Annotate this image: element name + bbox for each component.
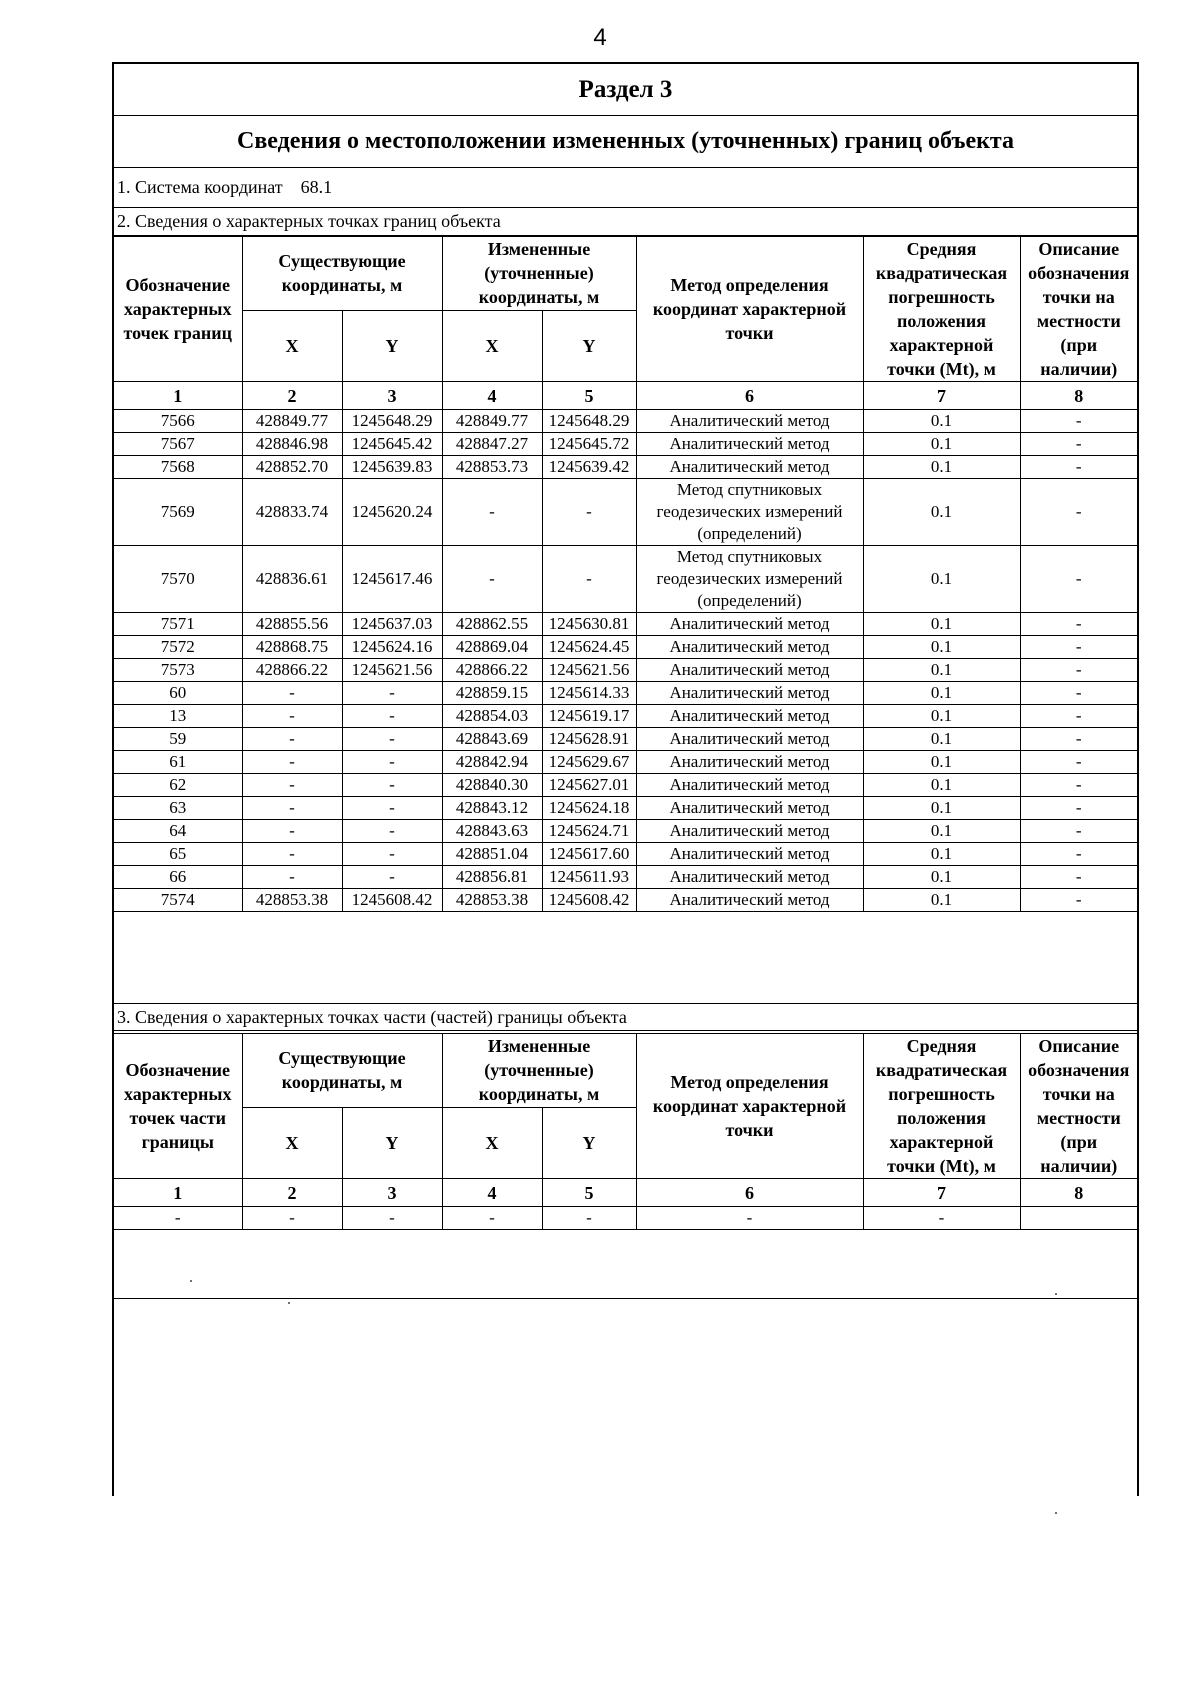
table-cell: 1245617.46 xyxy=(342,546,442,613)
header-designation: Обозначение характерных точек части границы xyxy=(114,1034,242,1179)
table-cell: 7572 xyxy=(114,636,242,659)
table-cell: 61 xyxy=(114,751,242,774)
header-description: Описание обозначения точки на местности (при наличии) xyxy=(1020,237,1137,382)
table-cell: 7567 xyxy=(114,433,242,456)
table-cell: - xyxy=(1020,751,1137,774)
header-existing-x: X xyxy=(242,1107,342,1179)
table-cell: - xyxy=(342,774,442,797)
column-number: 8 xyxy=(1020,382,1137,410)
column-number: 8 xyxy=(1020,1179,1137,1207)
table-cell: 428866.22 xyxy=(442,659,542,682)
table-cell: 1245614.33 xyxy=(542,682,636,705)
header-existing-coordinates: Существующие координаты, м xyxy=(242,237,442,311)
table-cell: - xyxy=(1020,682,1137,705)
table-row xyxy=(114,410,1137,433)
table-cell: 428862.55 xyxy=(442,613,542,636)
table-cell: Аналитический метод xyxy=(636,774,863,797)
column-number-row xyxy=(114,382,1137,410)
table-cell: 0.1 xyxy=(863,820,1020,843)
table-cell: - xyxy=(442,1207,542,1230)
table-cell: 0.1 xyxy=(863,659,1020,682)
table-cell: Аналитический метод xyxy=(636,433,863,456)
header-error: Средняя квадратическая погрешность положения характерной точки (Mt), м xyxy=(863,237,1020,382)
table-cell: 0.1 xyxy=(863,774,1020,797)
header-error: Средняя квадратическая погрешность положения характерной точки (Mt), м xyxy=(863,1034,1020,1179)
table-cell: 428842.94 xyxy=(442,751,542,774)
table-cell: 7574 xyxy=(114,889,242,912)
table-cell: Аналитический метод xyxy=(636,843,863,866)
table-cell: Аналитический метод xyxy=(636,820,863,843)
table-cell: - xyxy=(342,797,442,820)
table-cell: - xyxy=(242,774,342,797)
header-changed-y: Y xyxy=(542,1107,636,1179)
table-cell: 0.1 xyxy=(863,410,1020,433)
table-row xyxy=(114,843,1137,866)
table-cell: - xyxy=(242,866,342,889)
table1-heading: 2. Сведения о характерных точках границ объекта xyxy=(114,208,1137,236)
table-cell: 0.1 xyxy=(863,433,1020,456)
header-changed-x: X xyxy=(442,310,542,382)
table-cell: - xyxy=(1020,889,1137,912)
table-cell: - xyxy=(1020,797,1137,820)
table-cell: - xyxy=(242,1207,342,1230)
table-cell: Аналитический метод xyxy=(636,636,863,659)
table-cell: - xyxy=(542,479,636,546)
table-cell: 1245627.01 xyxy=(542,774,636,797)
table-row xyxy=(114,479,1137,546)
column-number: 7 xyxy=(863,382,1020,410)
table-cell: 1245621.56 xyxy=(542,659,636,682)
table-cell: 0.1 xyxy=(863,546,1020,613)
table-cell: 0.1 xyxy=(863,866,1020,889)
table-cell: 1245628.91 xyxy=(542,728,636,751)
section-subtitle: Сведения о местоположении измененных (уточненных) границ объекта xyxy=(114,116,1137,168)
table-cell: Аналитический метод xyxy=(636,659,863,682)
header-changed-y: Y xyxy=(542,310,636,382)
table-cell: 60 xyxy=(114,682,242,705)
table-cell: Аналитический метод xyxy=(636,866,863,889)
table-cell: 428849.77 xyxy=(442,410,542,433)
table-cell: - xyxy=(542,1207,636,1230)
column-number: 3 xyxy=(342,1179,442,1207)
table-cell: 63 xyxy=(114,797,242,820)
table-cell: 1245619.17 xyxy=(542,705,636,728)
table-cell: 1245620.24 xyxy=(342,479,442,546)
table-row xyxy=(114,636,1137,659)
table-cell: 0.1 xyxy=(863,636,1020,659)
table-row xyxy=(114,433,1137,456)
table-cell: Метод спутниковых геодезических измерений (определений) xyxy=(636,546,863,613)
header-existing-y: Y xyxy=(342,1107,442,1179)
table-cell: - xyxy=(1020,659,1137,682)
table-cell: - xyxy=(342,820,442,843)
table-row xyxy=(114,751,1137,774)
scan-speck xyxy=(288,1302,290,1304)
table-cell: 1245624.16 xyxy=(342,636,442,659)
boundary-points-table xyxy=(114,236,1137,912)
header-changed-coordinates: Измененные (уточненные) координаты, м xyxy=(442,237,636,311)
table-cell: Аналитический метод xyxy=(636,751,863,774)
column-number: 5 xyxy=(542,382,636,410)
table-cell: 428853.38 xyxy=(442,889,542,912)
scan-speck xyxy=(1055,1512,1057,1514)
header-changed-coordinates: Измененные (уточненные) координаты, м xyxy=(442,1034,636,1108)
table-cell: 0.1 xyxy=(863,843,1020,866)
page-number: 4 xyxy=(593,24,607,51)
column-number-row xyxy=(114,1179,1137,1207)
table-cell: 428846.98 xyxy=(242,433,342,456)
table-cell: - xyxy=(114,1207,242,1230)
table-cell: - xyxy=(1020,843,1137,866)
table-cell: - xyxy=(242,820,342,843)
table-cell: 1245637.03 xyxy=(342,613,442,636)
table-cell: - xyxy=(1020,820,1137,843)
table-cell: - xyxy=(342,728,442,751)
table2-heading: 3. Сведения о характерных точках части (частей) границы объекта xyxy=(114,1003,1137,1031)
header-method: Метод определения координат характерной точки xyxy=(636,237,863,382)
table-cell: 0.1 xyxy=(863,889,1020,912)
table-cell: 1245639.83 xyxy=(342,456,442,479)
table-cell: 62 xyxy=(114,774,242,797)
column-number: 3 xyxy=(342,382,442,410)
table-cell: - xyxy=(342,866,442,889)
table-cell: 0.1 xyxy=(863,705,1020,728)
table-cell: - xyxy=(342,705,442,728)
column-number: 1 xyxy=(114,382,242,410)
table-cell: Аналитический метод xyxy=(636,456,863,479)
header-existing-coordinates: Существующие координаты, м xyxy=(242,1034,442,1108)
table-cell: - xyxy=(442,479,542,546)
table-row xyxy=(114,682,1137,705)
column-number: 6 xyxy=(636,1179,863,1207)
table-cell: - xyxy=(1020,705,1137,728)
table-cell: 428849.77 xyxy=(242,410,342,433)
header-existing-x: X xyxy=(242,310,342,382)
table-cell: - xyxy=(342,751,442,774)
table-cell: 1245645.42 xyxy=(342,433,442,456)
table-cell: 13 xyxy=(114,705,242,728)
table-cell: 1245624.71 xyxy=(542,820,636,843)
table-cell: Аналитический метод xyxy=(636,682,863,705)
header-description: Описание обозначения точки на местности (при наличии) xyxy=(1020,1034,1137,1179)
header-designation: Обозначение характерных точек границ xyxy=(114,237,242,382)
table-row xyxy=(114,546,1137,613)
table-cell: 7566 xyxy=(114,410,242,433)
table-cell: 428843.69 xyxy=(442,728,542,751)
table-cell: - xyxy=(1020,613,1137,636)
column-number: 2 xyxy=(242,1179,342,1207)
table-cell: - xyxy=(1020,456,1137,479)
table-cell: 428859.15 xyxy=(442,682,542,705)
column-number: 4 xyxy=(442,382,542,410)
coordinate-system-label: 1. Система координат xyxy=(117,177,283,197)
table-cell: Аналитический метод xyxy=(636,728,863,751)
table-cell: 1245621.56 xyxy=(342,659,442,682)
column-number: 5 xyxy=(542,1179,636,1207)
table-cell: 1245608.42 xyxy=(542,889,636,912)
table-cell: 0.1 xyxy=(863,728,1020,751)
table-cell: 428853.73 xyxy=(442,456,542,479)
header-existing-y: Y xyxy=(342,310,442,382)
table-cell: 428868.75 xyxy=(242,636,342,659)
table-row xyxy=(114,866,1137,889)
scan-speck xyxy=(1055,1293,1057,1295)
header-method: Метод определения координат характерной точки xyxy=(636,1034,863,1179)
table-row xyxy=(114,1207,1137,1230)
table-cell: 7569 xyxy=(114,479,242,546)
table-cell: 64 xyxy=(114,820,242,843)
table-cell: - xyxy=(242,728,342,751)
table-cell: - xyxy=(342,1207,442,1230)
header-changed-x: X xyxy=(442,1107,542,1179)
table-cell: 0.1 xyxy=(863,751,1020,774)
column-number: 4 xyxy=(442,1179,542,1207)
table-cell: 65 xyxy=(114,843,242,866)
part-boundary-points-table xyxy=(114,1033,1137,1230)
table-cell: - xyxy=(1020,774,1137,797)
table-cell: - xyxy=(442,546,542,613)
table-cell: Аналитический метод xyxy=(636,797,863,820)
table-cell: 428852.70 xyxy=(242,456,342,479)
table-cell: 428853.38 xyxy=(242,889,342,912)
table-cell: 0.1 xyxy=(863,479,1020,546)
table-cell: 0.1 xyxy=(863,456,1020,479)
table-cell: - xyxy=(1020,433,1137,456)
table-cell: 428847.27 xyxy=(442,433,542,456)
column-number: 2 xyxy=(242,382,342,410)
table-cell: - xyxy=(342,682,442,705)
table-cell: 428843.12 xyxy=(442,797,542,820)
table-row xyxy=(114,705,1137,728)
table-cell: - xyxy=(242,682,342,705)
table-cell: 428836.61 xyxy=(242,546,342,613)
table-cell: 428833.74 xyxy=(242,479,342,546)
table-cell: Аналитический метод xyxy=(636,613,863,636)
table-cell: 1245648.29 xyxy=(342,410,442,433)
column-number: 1 xyxy=(114,1179,242,1207)
table-cell xyxy=(1020,1207,1137,1230)
section-title: Раздел 3 xyxy=(114,64,1137,116)
table-cell: 59 xyxy=(114,728,242,751)
table-cell: 1245624.45 xyxy=(542,636,636,659)
table-cell: Аналитический метод xyxy=(636,410,863,433)
table-row xyxy=(114,659,1137,682)
table-cell: 1245608.42 xyxy=(342,889,442,912)
table-row xyxy=(114,728,1137,751)
table-cell: 1245639.42 xyxy=(542,456,636,479)
coordinate-system-value: 68.1 xyxy=(300,177,333,197)
table2-bottom-rule xyxy=(114,1298,1137,1299)
table-row xyxy=(114,613,1137,636)
table-cell: - xyxy=(242,843,342,866)
table-cell: - xyxy=(242,705,342,728)
table-cell: 7573 xyxy=(114,659,242,682)
table-cell: - xyxy=(342,843,442,866)
table-cell: - xyxy=(242,797,342,820)
table-cell: 0.1 xyxy=(863,682,1020,705)
coordinate-system xyxy=(114,168,1137,208)
table-cell: 428851.04 xyxy=(442,843,542,866)
table-cell: 428855.56 xyxy=(242,613,342,636)
table-cell: - xyxy=(242,751,342,774)
table-cell: Метод спутниковых геодезических измерений (определений) xyxy=(636,479,863,546)
table-cell: 1245611.93 xyxy=(542,866,636,889)
table-cell: - xyxy=(1020,636,1137,659)
table-cell: - xyxy=(1020,866,1137,889)
table-cell: 66 xyxy=(114,866,242,889)
table-cell: 1245617.60 xyxy=(542,843,636,866)
table-cell: 7570 xyxy=(114,546,242,613)
table-row xyxy=(114,456,1137,479)
table-cell: - xyxy=(1020,546,1137,613)
table-cell: - xyxy=(863,1207,1020,1230)
table-cell: 428869.04 xyxy=(442,636,542,659)
table-cell: 1245645.72 xyxy=(542,433,636,456)
table-cell: - xyxy=(636,1207,863,1230)
column-number: 6 xyxy=(636,382,863,410)
table-cell: 428840.30 xyxy=(442,774,542,797)
table-cell: Аналитический метод xyxy=(636,889,863,912)
table-cell: Аналитический метод xyxy=(636,705,863,728)
table-cell: 0.1 xyxy=(863,613,1020,636)
table-cell: - xyxy=(1020,479,1137,546)
table-cell: 428854.03 xyxy=(442,705,542,728)
table-cell: 1245624.18 xyxy=(542,797,636,820)
table-cell: 428843.63 xyxy=(442,820,542,843)
table-row xyxy=(114,774,1137,797)
table-cell: 1245629.67 xyxy=(542,751,636,774)
table-cell: 428866.22 xyxy=(242,659,342,682)
scan-speck xyxy=(190,1280,192,1282)
table-row xyxy=(114,797,1137,820)
column-number: 7 xyxy=(863,1179,1020,1207)
table-row xyxy=(114,889,1137,912)
table-row xyxy=(114,820,1137,843)
table-cell: 1245648.29 xyxy=(542,410,636,433)
table-cell: - xyxy=(542,546,636,613)
table-cell: 1245630.81 xyxy=(542,613,636,636)
table-cell: 0.1 xyxy=(863,797,1020,820)
table-cell: - xyxy=(1020,728,1137,751)
table-cell: 7571 xyxy=(114,613,242,636)
table-cell: - xyxy=(1020,410,1137,433)
table-cell: 428856.81 xyxy=(442,866,542,889)
document-frame xyxy=(112,62,1139,1496)
table-cell: 7568 xyxy=(114,456,242,479)
